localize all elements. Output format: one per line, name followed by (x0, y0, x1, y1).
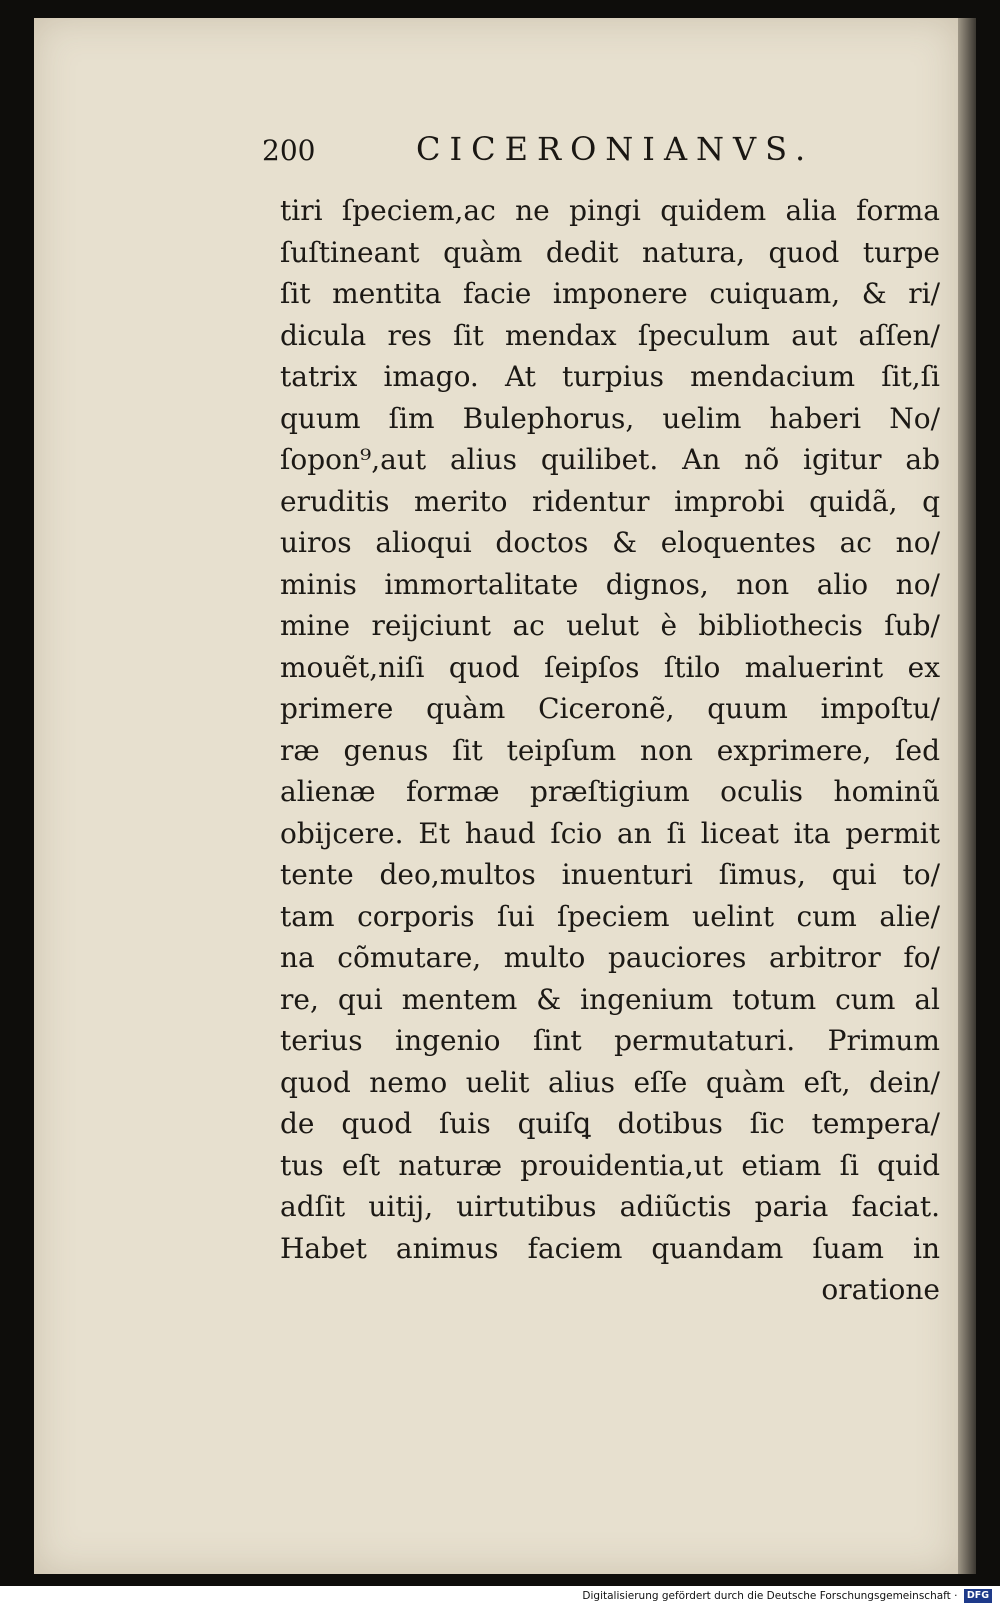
text-line: tente deo,multos inuenturi ſimus, qui to/ (280, 858, 940, 891)
text-line: mouẽt,niſi quod ſeipſos ſtilo maluerint ex (280, 650, 940, 684)
page-header (262, 130, 815, 174)
body-text (280, 190, 940, 1311)
text-line: re, qui mentem & ingenium totum cum al (280, 982, 940, 1016)
running-title: CICERONIANVS. (416, 130, 815, 168)
text-line: tatrix imago. At turpius mendacium ſit,ſi (280, 360, 940, 393)
page-number: 200 (262, 134, 316, 167)
text-line: ſopon⁹,aut alius quilibet. An nõ igitur ab (280, 443, 940, 476)
text-line: mine reijciunt ac uelut è bibliothecis ſub/ (280, 609, 940, 642)
text-line: obijcere. Et haud ſcio an ſi liceat ita permit (280, 816, 940, 850)
text-line: de quod ſuis quiſꝗ dotibus ſic tempera/ (280, 1107, 940, 1140)
text-line: minis immortalitate dignos, non alio no/ (280, 567, 940, 601)
text-line: ſit mentita facie imponere cuiquam, & ri/ (280, 277, 940, 310)
page-edge (958, 18, 976, 1574)
text-line: tus eſt naturæ prouidentia,ut etiam ſi quid (280, 1148, 940, 1182)
digitization-footer (582, 1587, 992, 1605)
text-line: primere quàm Ciceronẽ, quum impoſtu/ (280, 692, 940, 725)
text-line: tam corporis ſui ſpeciem uelint cum alie/ (280, 899, 940, 933)
dfg-logo: DFG (964, 1589, 992, 1603)
text-line: na cõmutare, multo pauciores arbitror fo/ (280, 941, 940, 974)
text-line: quod nemo uelit alius eſſe quàm eſt, dein/ (280, 1065, 940, 1099)
text-line: adſit uitij, uirtutibus adiũctis paria faciat. (280, 1190, 940, 1223)
text-line: uiros alioqui doctos & eloquentes ac no/ (280, 526, 940, 559)
catchword: oratione (821, 1273, 940, 1306)
text-line: quum ſim Bulephorus, uelim haberi No/ (280, 401, 940, 435)
text-line: eruditis merito ridentur improbi quidã, q (280, 484, 940, 518)
funding-credit: Digitalisierung gefördert durch die Deutsche Forschungsgemeinschaft · (582, 1590, 958, 1602)
text-line: tiri ſpeciem,ac ne pingi quidem alia forma (280, 194, 940, 227)
text-line: terius ingenio ſint permutaturi. Primum (280, 1024, 940, 1057)
text-line: alienæ formæ præſtigium oculis hominũ (280, 775, 940, 808)
text-line: Habet animus faciem quandam ſuam in (280, 1231, 940, 1265)
text-line: ræ genus ſit teipſum non exprimere, ſed (280, 733, 940, 767)
text-line: ſuſtineant quàm dedit natura, quod turpe (280, 235, 940, 269)
text-line: dicula res ſit mendax ſpeculum aut aſſen/ (280, 318, 940, 352)
